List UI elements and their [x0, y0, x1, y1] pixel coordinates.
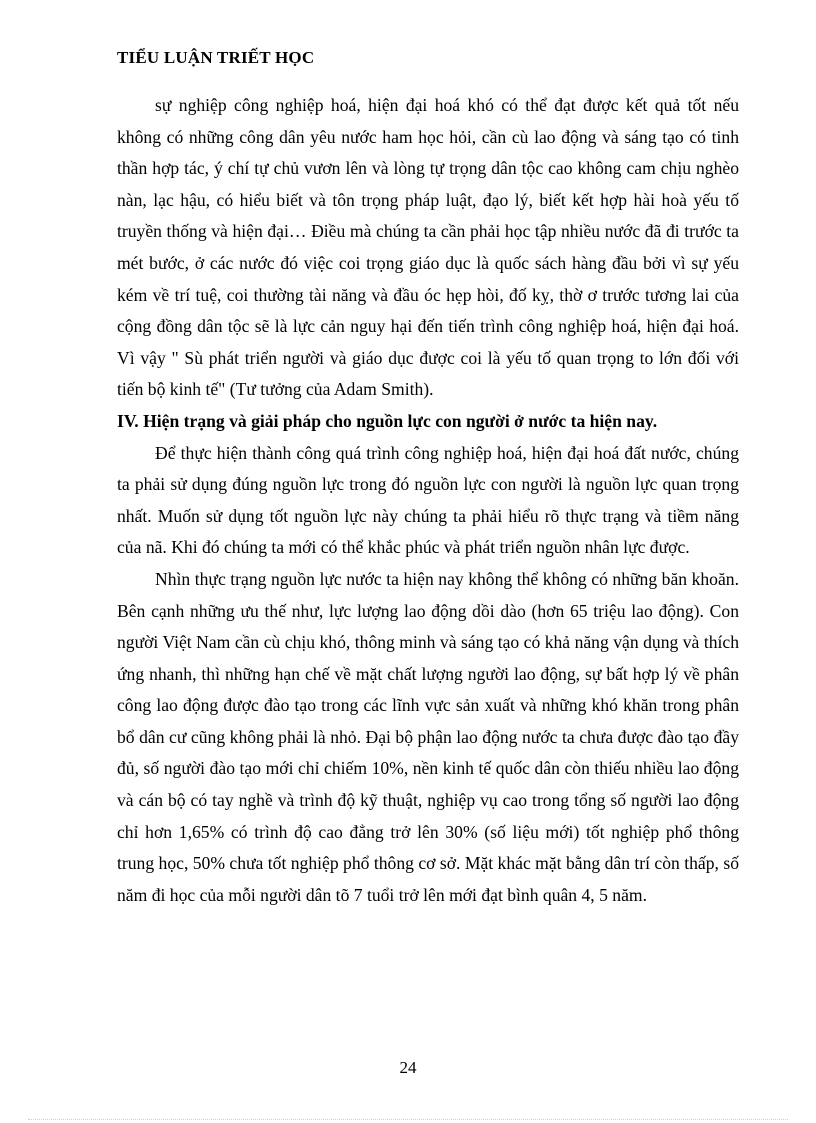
- document-body: [117, 90, 739, 911]
- page-number: 24: [399, 1058, 417, 1077]
- page-bottom-divider: [28, 1119, 788, 1120]
- paragraph-1: sự nghiệp công nghiệp hoá, hiện đại hoá khó có thể đạt được kết quả tốt nếu không có những công dân yêu nước ham học hỏi, cần cù lao động và sáng tạo có tinh thần hợp tác, ý chí tự chủ vươn lên và lòng tự trọng dân tộc cao không cam chịu nghèo nàn, lạc hậu, có hiểu biết và tôn trọng pháp luật, đạo lý, biết kết hợp hài hoà yếu tố truyền thống và hiện đại… Điều mà chúng ta cần phải học tập nhiều nước đã đi trước ta mét bước, ở các nước đó việc coi trọng giáo dục là quốc sách hàng đầu bởi vì sự yếu kém về trí tuệ, coi thường tài năng và đầu óc hẹp hòi, đố kỵ, thờ ơ trước tương lai của cộng đồng dân tộc sẽ là lực cản nguy hại đến tiến trình công nghiệp hoá, hiện đại hoá. Vì vậy " Sù phát triển người và giáo dục được coi là yếu tố quan trọng to lớn đối với tiến bộ kinh tế" (Tư tưởng của Adam Smith).: [117, 95, 739, 400]
- paragraph-3: Nhìn thực trạng nguồn lực nước ta hiện nay không thể không có những băn khoăn. Bên cạnh những ưu thế như, lực lượng lao động dồi dào (hơn 65 triệu lao động). Con người Việt Nam cần cù chịu khó, thông minh và sáng tạo có khả năng vận dụng và thích ứng nhanh, thì những hạn chế về mặt chất lượng người lao động, sự bất hợp lý về phân công lao động được đào tạo trong các lĩnh vực sản xuất và những khó khăn trong phân bổ dân cư cũng không phải là nhỏ. Đại bộ phận lao động nước ta chưa được đào tạo đầy đủ, số người đào tạo mới chỉ chiếm 10%, nền kinh tế quốc dân còn thiếu nhiều lao động và cán bộ có tay nghề và trình độ kỹ thuật, nghiệp vụ cao trong tổng số người lao động chỉ hơn 1,65% có trình độ cao đẳng trở lên 30% (số liệu mới) tốt nghiệp phổ thông trung học, 50% chưa tốt nghiệp phổ thông cơ sở. Mặt khác mặt bằng dân trí còn thấp, số năm đi học của mỗi người dân tõ 7 tuổi trở lên mới đạt bình quân 4, 5 năm.: [117, 568, 739, 905]
- paragraph-2: Để thực hiện thành công quá trình công nghiệp hoá, hiện đại hoá đất nước, chúng ta phải sử dụng đúng nguồn lực trong đó nguồn lực con người là nguồn lực quan trọng nhất. Muốn sử dụng tốt nguồn lực này chúng ta phải hiểu rõ thực trạng và tiềm năng của nã. Khi đó chúng ta mới có thể khắc phúc và phát triển nguồn nhân lực được.: [117, 442, 739, 558]
- page-header: TIỂU LUẬN TRIẾT HỌC: [117, 48, 315, 67]
- section-heading: IV. Hiện trạng và giải pháp cho nguồn lực con người ở nước ta hiện nay.: [117, 410, 658, 431]
